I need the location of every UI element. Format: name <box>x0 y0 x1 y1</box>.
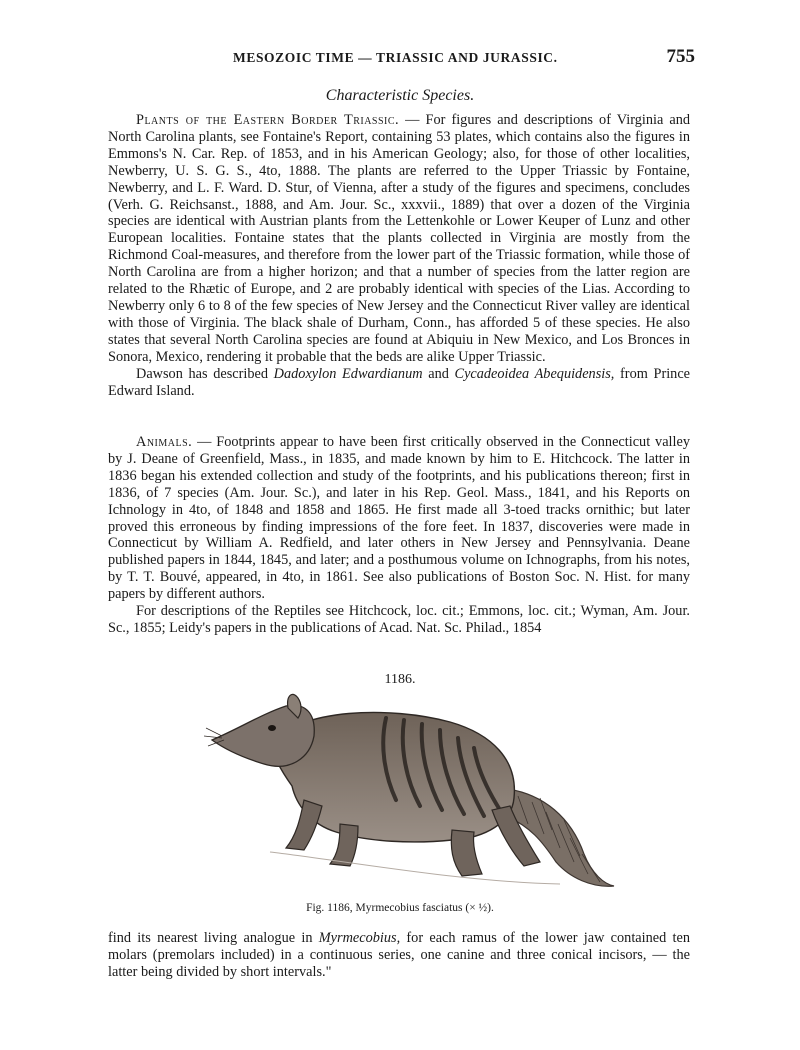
figure-number: 1186. <box>384 672 416 687</box>
dawson-text-b: and <box>422 365 455 382</box>
plants-text: — For figures and descriptions of Virginia and North Carolina plants, see Fontaine's Report, containing 53 plates, which contains also the figures in Emmons's N. Car. Rep. of 1853, and in his American Geology; also, for those of other localities, Newberry, U. S. G. S., 4to, 1888. The plants are referred to the Upper Triassic by Fontaine, Newberry, and L. F. Ward. D. Stur, of Vienna, after a study of the figures and specimens, concludes (Verh. G. Reichsanst., 1888, and Am. Jour. Sc., xxxvii., 1889) that over a dozen of the Virginia species are identical with Austrian plants from the Lettenkohle or Lower Keuper of Lunz and other European localities. Fontaine states that the plants collected in Virginia are mostly from the Richmond Coal-measures, and therefore from the lower part of the Triassic formation, while those of North Carolina are from a higher horizon; and that a number of species from the latter region are related to the Rhætic of Europe, and 2 are probably identical with species of the Lias. According to Newberry only 6 to 8 of the few species of New Jersey and the Connecticut River valley are identical with those of Virginia. The black shale of Durham, Conn., has afforded 5 of these species. He also states that several North Carolina species are found at Abiquiu in New Mexico, and Los Bronces in Sonora, Mexico, rendering it probable that the beds are alike Upper Triassic. <box>108 112 690 365</box>
dawson-text-a: Dawson has described <box>136 365 274 382</box>
species-cycadeoidea: Cycadeoidea Abequidensis, <box>454 365 615 382</box>
dawson-paragraph <box>108 366 690 400</box>
plants-section <box>108 112 690 399</box>
page-header <box>105 48 695 72</box>
closing-text-b: for each ramus of the lower jaw contained ten molars (premolars included) in a continuous series, one canine and three conical incisors, — the latter being divided by short intervals." <box>108 930 690 980</box>
closing-section <box>108 930 690 981</box>
closing-paragraph <box>108 930 690 981</box>
running-head: MESOZOIC TIME — TRIASSIC AND JURASSIC. <box>233 50 558 65</box>
plants-lead: Plants of the Eastern Border Triassic. <box>136 112 400 128</box>
page-number: 755 <box>666 46 695 67</box>
plants-paragraph <box>108 112 690 366</box>
dawson-text-c: from Prince Edward Island. <box>108 365 691 399</box>
myrmecobius-illustration <box>200 692 620 890</box>
animals-text: — Footprints appear to have been first critically observed in the Connecticut valley by J. Deane of Greenfield, Mass., in 1835, and made known by him to E. Hitchcock. The latter in 1836 began his extended collection and study of the footprints, and his publications thereon; first in 1836, of 7 species (Am. Jour. Sc.), and later in his Rep. Geol. Mass., 1841, and his Reports on Ichnology in 4to, of 1848 and 1858 and 1865. He first made all 3-toed tracks ornithic; but later proved this erroneous by finding impressions of the fore feet. In 1837, discoveries were made in Connecticut by William A. Redfield, and later others in New Jersey and Pennsylvania. Deane published papers in 1844, 1845, and later; and a posthumous volume on Ichnographs, from his notes, by T. T. Bouvé, appeared, in 4to, in 1861. See also publications of Boston Soc. N. Hist. for many papers by different authors. <box>108 434 690 603</box>
closing-text-a: find its nearest living analogue in <box>108 930 319 946</box>
animals-lead: Animals. <box>136 434 193 450</box>
animals-section <box>108 434 690 637</box>
genus-myrmecobius: Myrmecobius, <box>318 930 401 946</box>
section-title: Characteristic Species. <box>325 87 475 104</box>
species-dadoxylon: Dadoxylon Edwardianum <box>273 365 423 382</box>
figure-caption: Fig. 1186, Myrmecobius fasciatus (× ½). <box>306 902 494 914</box>
animals-paragraph <box>108 434 690 603</box>
reptiles-paragraph: For descriptions of the Reptiles see Hitchcock, loc. cit.; Emmons, loc. cit.; Wyman, Am. Jour. Sc., 1855; Leidy's papers in the publications of Acad. Nat. Sc. Philad., 1854 <box>108 603 690 636</box>
